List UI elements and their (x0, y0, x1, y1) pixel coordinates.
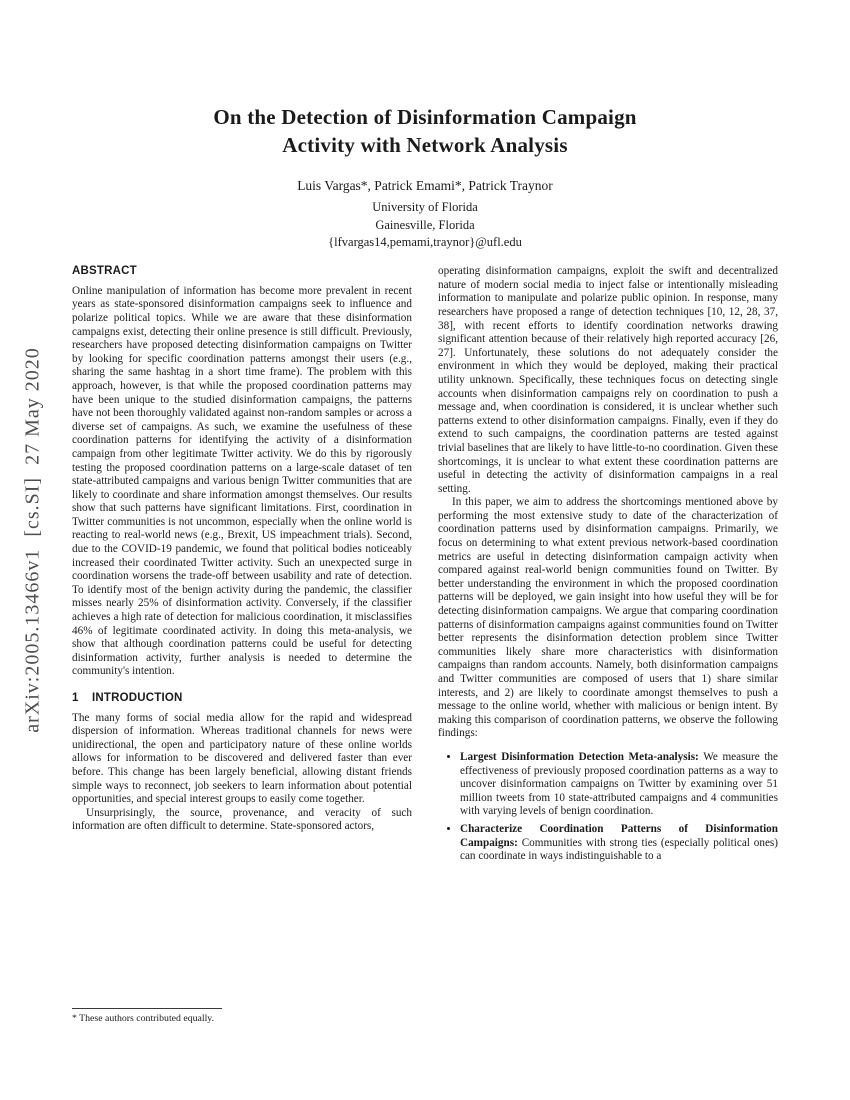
authors-line: Luis Vargas*, Patrick Emami*, Patrick Traynor (297, 178, 553, 194)
section-title: INTRODUCTION (92, 692, 183, 704)
affiliation-location: Gainesville, Florida (375, 217, 475, 232)
findings-bullet-list (438, 751, 778, 864)
left-column (72, 265, 412, 1025)
right-column (438, 265, 778, 1025)
two-column-body (72, 265, 778, 1025)
abstract-heading: ABSTRACT (72, 265, 137, 278)
bullet-item-characterize-patterns (460, 823, 778, 864)
paper-title (0, 104, 850, 159)
paper-title-line2: Activity with Network Analysis (282, 132, 568, 157)
footnote-block (72, 1008, 412, 1025)
paper-title-line1: On the Detection of Disinformation Campaign (213, 105, 637, 129)
bullet-lead-characterize-patterns: Characterize Coordination Patterns of Disinformation Campaigns: (460, 822, 778, 849)
right-paragraph-1: operating disinformation campaigns, exploit the swift and decentralized nature of modern social media to inject false or intentionally misleading information to manipulate and polarize public opinion. In response, many researchers have proposed a range of detection techniques [10, 12, 28, 37, 38], with recent efforts to identify coordination networks drawing significant attention because of their relatively high reported accuracy [26, 27]. Unfortunately, these solutions do not adequately consider the environment in which they would be deployed, making their practical utility unknown. Specifically, these techniques focus on detecting single accounts when disinformation campaigns rely on coordination to push a message and, when coordination is considered, it is unclear whether such patterns extend to other disinformation campaigns. Finally, even if they do extend to such campaigns, the coordination patterns are tested against trivial baselines that are likely to have little-to-no coordination. Given these shortcomings, it is unclear to what extent these coordination patterns are useful in detecting the activity of disinformation campaigns in a real setting. (438, 265, 778, 495)
footnote-text: * These authors contributed equally. (72, 1013, 215, 1025)
bullet-text-characterize-patterns: Communities with strong ties (especially political ones) can coordinate in ways indistinguishable to a (460, 836, 779, 863)
bullet-item-meta-analysis (460, 751, 778, 819)
email-line: {lfvargas14,pemami,traynor}@ufl.edu (328, 234, 522, 249)
abstract-text: Online manipulation of information has become more prevalent in recent years as state-sponsored disinformation campaigns seek to influence and polarize political topics. While we are aware that these disinformation campaigns exist, detecting their online presence is still difficult. Previously, researchers have proposed detecting disinformation campaigns on Twitter by looking for specific coordination patterns amongst their users (e.g., sharing the same hashtag in a short time frame). The problem with this approach, however, is that while the proposed coordination patterns may have been unique to the studied disinformation campaigns, the patterns have not been thoroughly validated against non-random samples or across a diverse set of campaigns. As such, we examine the usefulness of these coordination patterns for identifying the activity of a disinformation campaign from other legitimate Twitter activity. We do this by rigorously testing the proposed coordination patterns on a large-scale dataset of ten state-attributed campaigns and various benign Twitter communities that are likely to coordinate and share information amongst themselves. Our results show that such patterns have significant limitations. First, coordination in Twitter communities is not uncommon, especially when the online world is reacting to real-world news (e.g., Brexit, US impeachment trials). Second, due to the COVID-19 pandemic, we found that political bodies noticeably increased their coordinated Twitter activity. Such an unexpected surge in coordination worsens the trade-off between usability and rate of detection. To identify most of the benign activity during the pandemic, the classifier misses nearly 25% of disinformation activity. Conversely, if the classifier achieves a high rate of detection for malicious coordination, it misclassifies 46% of legitimate coordinated activity. In doing this meta-analysis, we show that although coordination patterns could be useful for detecting disinformation activity, further analysis is needed to determine the community's intention. (72, 284, 412, 678)
bullet-lead-meta-analysis: Largest Disinformation Detection Meta-analysis: (460, 750, 699, 763)
right-paragraph-2: In this paper, we aim to address the shortcomings mentioned above by performing the most extensive study to date of the characterization of coordination patterns used by disinformation campaigns. Primarily, we focus on determining to what extent previous network-based coordination metrics are useful in detecting disinformation campaign activity when compared against real-world benign communities found on Twitter. By better understanding the environment in which the proposed coordination patterns will be deployed, we gain insight into how useful they will be for detecting disinformation campaigns. We argue that comparing coordination patterns of disinformation campaigns against communities found on Twitter better represents the disinformation detection problem since Twitter communities likely share more characteristics with disinformation campaigns than random accounts. Namely, both disinformation campaigns and Twitter communities are composed of users that 1) share similar interests, and 2) are likely to coordinate amongst themselves to push a message to the online world, whether with malicious or benign intent. By making this comparison of coordination patterns, we observe the following findings: (438, 496, 778, 740)
intro-paragraph-2: Unsurprisingly, the source, provenance, and veracity of such information are often difficult to determine. State-sponsored actors, (72, 806, 412, 833)
affiliation: University of Florida (372, 200, 478, 215)
intro-paragraph-1: The many forms of social media allow for the rapid and widespread dispersion of information. Whereas traditional channels for news were unidirectional, the open and participatory nature of these online worlds allows for information to be discovered and delivered faster than ever before. This change has been largely beneficial, allowing distant friends simple ways to reconnect, job seekers to learn information about potential opportunities, and special interest groups to easily come together. (72, 711, 412, 806)
section-number: 1 (72, 692, 79, 704)
paper-header (0, 0, 850, 251)
bullet-text-meta-analysis: We measure the effectiveness of previously proposed coordination patterns as a way to uncover disinformation campaigns on Twitter by examining over 51 million tweets from 10 state-attributed campaigns and 4 communities with varying levels of benign coordination. (460, 750, 778, 818)
arxiv-watermark: arXiv:2005.13466v1 [cs.SI] 27 May 2020 (21, 347, 44, 733)
section-heading-introduction (72, 692, 412, 706)
footnote-rule (72, 1008, 222, 1009)
